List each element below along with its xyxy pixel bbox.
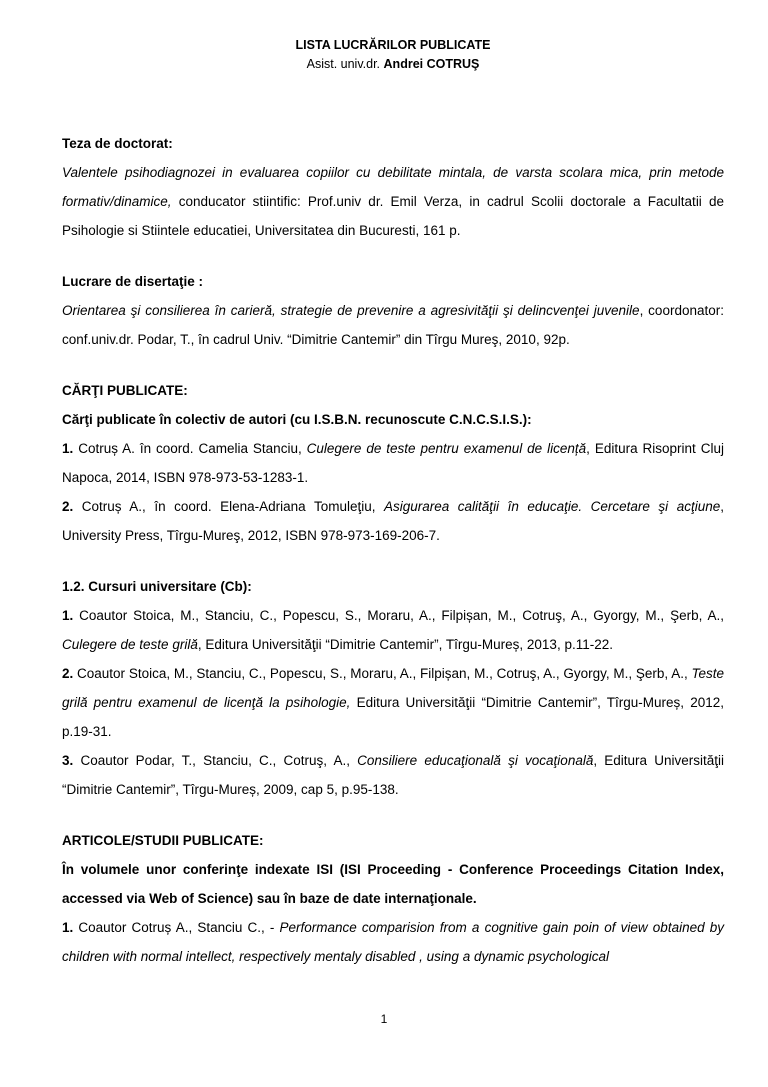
course-entry-number: 1. (62, 608, 74, 623)
article-entry-authors: Coautor Cotruș A., Stanciu C., - (73, 920, 280, 935)
course-entry-number: 2. (62, 666, 74, 681)
book-entry (62, 434, 724, 492)
course-entry-authors: Coautor Podar, T., Stanciu, C., Cotruş, A., (73, 753, 358, 768)
document-title: LISTA LUCRĂRILOR PUBLICATE (295, 38, 491, 52)
course-entry-publisher: , Editura Universităţii “Dimitrie Cantemir”, Tîrgu-Mureș, 2013, p.11-22. (197, 637, 613, 652)
book-entry-publisher: , Editura Risoprint Cluj Napoca, 2014, ISBN 978-973-53-1283-1. (62, 441, 724, 485)
author-prefix: Asist. univ.dr. (306, 57, 381, 71)
course-entry (62, 601, 724, 659)
books-section (62, 376, 724, 550)
course-entry-title: Consiliere educaţională şi vocaţională (357, 753, 594, 768)
course-entry (62, 746, 724, 804)
books-subheading: Cărţi publicate în colectiv de autori (cu I.S.B.N. recunoscute C.N.C.S.I.S.): (62, 412, 532, 427)
dissertation-section (62, 267, 724, 354)
page-content (62, 0, 724, 971)
dissertation-title: Orientarea şi consilierea în carieră, strategie de prevenire a agresivităţii şi delincvenţei juvenile (62, 303, 640, 318)
course-entry-title: Culegere de teste grilă (62, 637, 198, 652)
article-entry-title: Performance comparision from a cognitive gain poin of view obtained by children with normal intellect, respectively mentaly disabled , using a dynamic psychological (62, 920, 724, 964)
doctoral-thesis-details: conducator stiintific: Prof.univ dr. Emil Verza, in cadrul Scolii doctorale a Facultatii de Psihologie si Stiintele educatiei, Universitatea din Bucuresti, 161 p. (62, 194, 724, 238)
course-entry-publisher: Editura Universităţii “Dimitrie Cantemir”, Tîrgu-Mureș, 2012, p.19-31. (62, 695, 724, 739)
doctoral-thesis-text (62, 158, 724, 245)
course-entry-publisher: , Editura Universităţii “Dimitrie Cantemir”, Tîrgu-Mureș, 2009, cap 5, p.95-138. (62, 753, 725, 797)
article-entry-number: 1. (62, 920, 74, 935)
doctoral-thesis-title: Valentele psihodiagnozei in evaluarea copiilor cu debilitate mintala, de varsta scolara mica, prin metode formativ/dinamice, (62, 165, 724, 209)
document-header (62, 0, 724, 74)
doctoral-thesis-section (62, 129, 724, 245)
course-entry-title: Teste grilă pentru examenul de licenţă la psihologie, (62, 666, 724, 710)
book-entry (62, 492, 724, 550)
book-entry-number: 1. (62, 441, 74, 456)
dissertation-text (62, 296, 724, 354)
course-entry-number: 3. (62, 753, 74, 768)
dissertation-heading: Lucrare de disertaţie : (62, 274, 204, 289)
author-name: Andrei COTRUŞ (383, 57, 480, 71)
book-entry-number: 2. (62, 499, 74, 514)
author-line (62, 55, 724, 74)
articles-heading: ARTICOLE/STUDII PUBLICATE: (62, 833, 264, 848)
articles-section (62, 826, 724, 971)
course-entry (62, 659, 724, 746)
article-entry (62, 913, 724, 971)
books-heading: CĂRŢI PUBLICATE: (62, 383, 188, 398)
courses-section (62, 572, 724, 804)
book-entry-title: Culegere de teste pentru examenul de licență (306, 441, 587, 456)
book-entry-title: Asigurarea calităţii în educaţie. Cercetare şi acţiune (384, 499, 721, 514)
doctoral-thesis-heading: Teza de doctorat: (62, 136, 173, 151)
page-number: 1 (380, 1012, 388, 1026)
course-entry-authors: Coautor Stoica, M., Stanciu, C., Popescu, S., Moraru, A., Filpișan, M., Cotruş, A., Gyorgy, M., Şerb, A., (73, 608, 724, 623)
dissertation-details: , coordonator: conf.univ.dr. Podar, T., în cadrul Univ. “Dimitrie Cantemir” din Tîrgu Mureş, 2010, 92p. (62, 303, 724, 347)
courses-heading: 1.2. Cursuri universitare (Cb): (62, 579, 252, 594)
course-entry-authors: Coautor Stoica, M., Stanciu, C., Popescu, S., Moraru, A., Filpișan, M., Cotruş, A., Gyorgy, M., Şerb, A., (73, 666, 692, 681)
book-entry-authors: Cotruș A., în coord. Elena-Adriana Tomuleţiu, (73, 499, 384, 514)
book-entry-authors: Cotruș A. în coord. Camelia Stanciu, (73, 441, 307, 456)
book-entry-publisher: , University Press, Tîrgu-Mureş, 2012, ISBN 978-973-169-206-7. (62, 499, 724, 543)
articles-subheading: În volumele unor conferinţe indexate ISI (ISI Proceeding - Conference Proceedings Citation Index, accessed via Web of Science) sau în baze de date internaţionale. (62, 862, 724, 906)
